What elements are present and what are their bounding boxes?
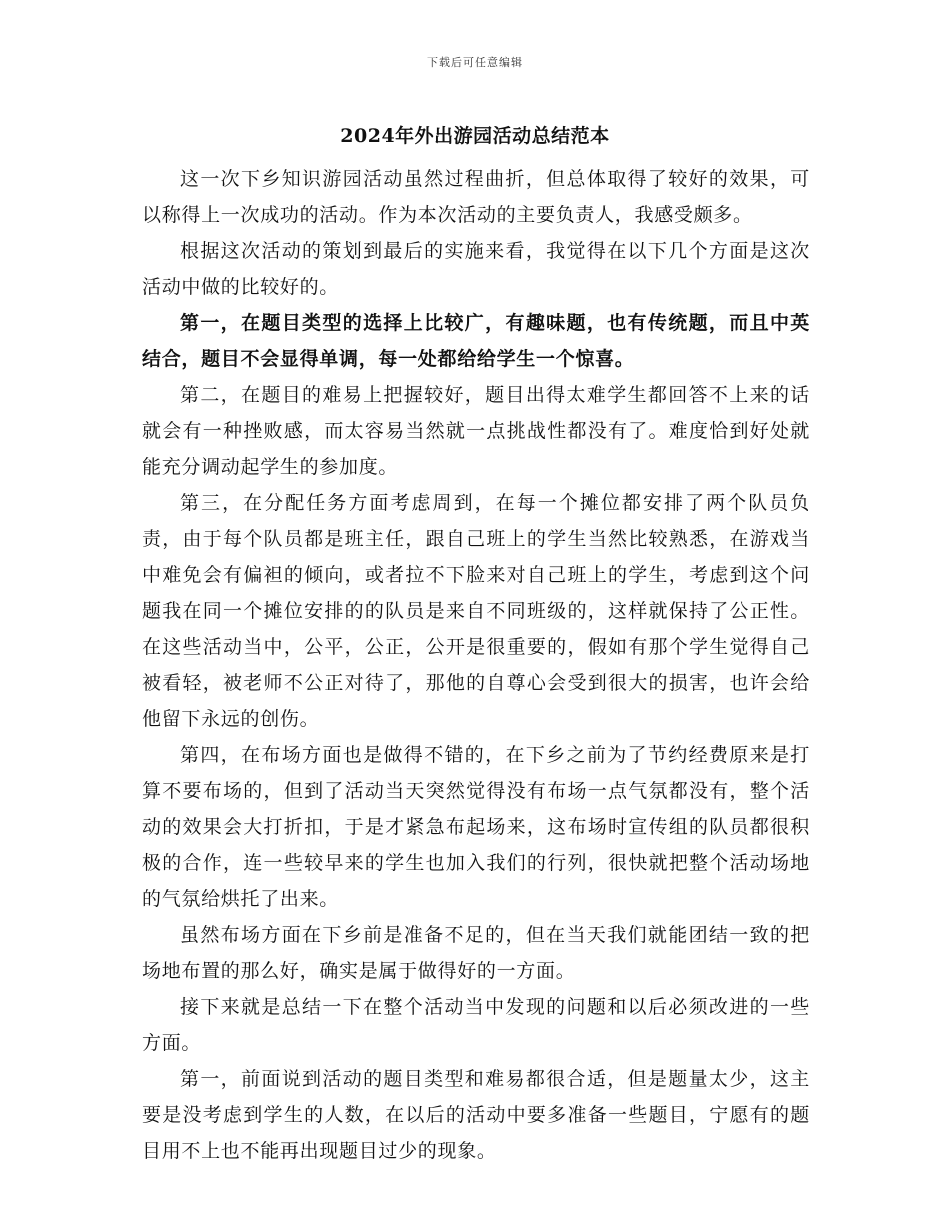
paragraph-point-three: 第三，在分配任务方面考虑周到，在每一个摊位都安排了两个队员负责，由于每个队员都是班主任，跟自己班上的学生当然比较熟悉，在游戏当中难免会有偏袒的倾向，或者拉不下脸来对自己班上的学生，考虑到这个问题我在同一个摊位安排的的队员是来自不同班级的，这样就保持了公正性。在这些活动当中，公平，公正，公开是很重要的，假如有那个学生觉得自己被看轻，被老师不公正对待了，那他的自尊心会受到很大的损害，也许会给他留下永远的创伤。 xyxy=(142,492,810,730)
paragraph-problems-intro: 接下来就是总结一下在整个活动当中发现的问题和以后必须改进的一些方面。 xyxy=(142,996,810,1054)
paragraph-good-aspects-intro: 根据这次活动的策划到最后的实施来看，我觉得在以下几个方面是这次活动中做的比较好的。 xyxy=(142,240,810,298)
paragraph-point-four: 第四，在布场方面也是做得不错的，在下乡之前为了节约经费原来是打算不要布场的，但到了活动当天突然觉得没有布场一点气氛都没有，整个活动的效果会大打折扣，于是才紧急布起场来，这布场时宣传组的队员都很积极的合作，连一些较早来的学生也加入我们的行列，很快就把整个活动场地的气氛给烘托了出来。 xyxy=(142,744,810,910)
paragraph-venue-summary: 虽然布场方面在下乡前是准备不足的，但在当天我们就能团结一致的把场地布置的那么好，确实是属于做得好的一方面。 xyxy=(142,924,810,982)
paragraph-point-two: 第二，在题目的难易上把握较好，题目出得太难学生都回答不上来的话就会有一种挫败感，而太容易当然就一点挑战性都没有了。难度恰到好处就能充分调动起学生的参加度。 xyxy=(142,384,810,478)
page-header-note: 下载后可任意编辑 xyxy=(427,56,523,69)
document-title: 2024年外出游园活动总结范本 xyxy=(340,125,610,147)
document-body xyxy=(142,161,810,1169)
paragraph-intro: 这一次下乡知识游园活动虽然过程曲折，但总体取得了较好的效果，可以称得上一次成功的活动。作为本次活动的主要负责人，我感受颇多。 xyxy=(142,168,810,226)
paragraph-point-one: 第一，在题目类型的选择上比较广，有趣味题，也有传统题，而且中英结合，题目不会显得单调，每一处都给给学生一个惊喜。 xyxy=(142,312,810,370)
paragraph-problem-one: 第一，前面说到活动的题目类型和难易都很合适，但是题量太少，这主要是没考虑到学生的人数，在以后的活动中要多准备一些题目，宁愿有的题目用不上也不能再出现题目过少的现象。 xyxy=(142,1068,810,1162)
